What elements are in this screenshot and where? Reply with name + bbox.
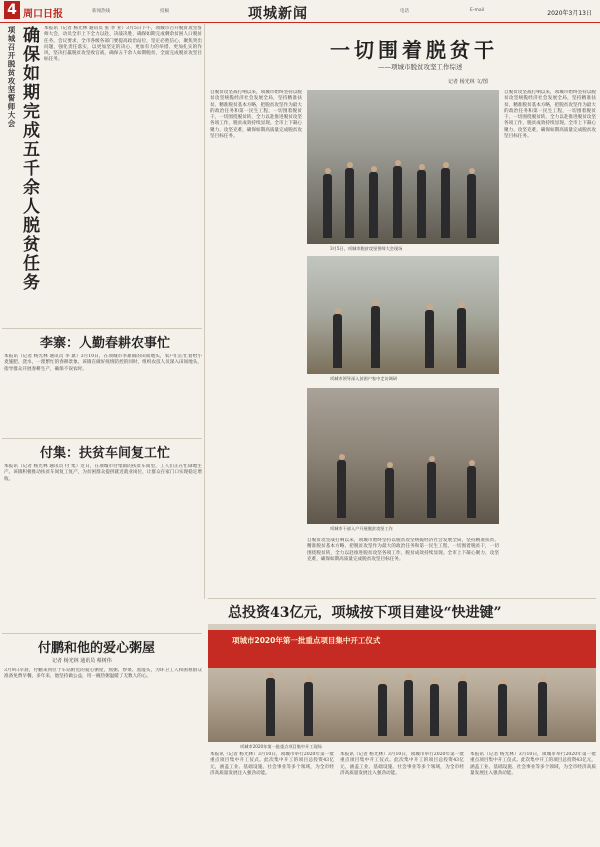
feature-photo-visit	[307, 256, 499, 374]
feature-body-bottom: 自脱贫攻坚战打响以来，项城市始终坚持以脱贫攻坚统揽经济社会发展全局，坚持精准扶贫、精准脱贫基本方略，把脱贫攻坚作为最大的政治任务和第一民生工程，一切围着脱贫干，一切围绕脱贫转，全力以赴推进脱贫攻坚各项工作，脱贫成效持续显现。全市上下凝心聚力、攻坚克难，确保如期高质量完成脱贫攻坚目标任务。	[307, 538, 499, 562]
rule	[2, 633, 202, 634]
newspaper-brand: 周口日报	[23, 9, 63, 20]
event-banner-text: 项城市2020年第一批重点项目集中开工仪式	[232, 636, 381, 645]
feature-photo-household	[307, 388, 499, 524]
feature-photo-caption-1: 3月5日，项城市脱贫攻坚誓师大会现场	[330, 246, 403, 251]
feature-body-col1: 自脱贫攻坚战打响以来，项城市始终坚持以脱贫攻坚统揽经济社会发展全局，坚持精准扶贫、精准脱贫基本方略，把脱贫攻坚作为最大的政治任务和第一民生工程，一切围着脱贫干，一切围绕脱贫转，全力以赴推进脱贫攻坚各项工作，脱贫成效持续显现。全市上下凝心聚力、攻坚克难，确保如期高质量完成脱贫攻坚目标任务。	[210, 90, 302, 140]
feature-byline: 记者 杨光林 文/图	[448, 79, 488, 85]
masthead-hotline: 新闻热线	[92, 9, 110, 14]
article5-body-col2: 本报讯（记者 杨光林）3月10日，项城市举行2020年第一批重点项目集中开工仪式。此次集中开工的项目总投资43亿元，涵盖工业、基础设施、社会事业等多个领域，为全市经济高质量发展注入强劲动能。	[340, 752, 464, 776]
masthead-phone: 电话	[400, 9, 409, 14]
column-divider	[204, 24, 205, 599]
feature-headline: 一切围着脱贫干	[330, 38, 498, 62]
article4-body: 3月9日早晨，付鹏来到位于车站附近的爱心粥屋，熬粥、炒菜、蒸馒头，为环卫工人和困难群众准备免费早餐。多年来，他坚持做公益，用一碗热粥温暖了无数人的心。	[4, 668, 202, 680]
rule	[2, 328, 202, 329]
masthead-submit: 投稿	[160, 9, 169, 14]
article5-headline: 总投资43亿元，项城按下项目建设“快进键”	[228, 605, 502, 621]
masthead	[0, 0, 600, 23]
lead-body: 本报讯（记者 杨光林 通讯员 张 孝 亚）3月5日下午，项城市召开脱贫攻坚誓师大会，动员全市上下全力以赴、决战决胜，确保如期完成剩余贫困人口脱贫任务。会议要求，全市各级各部门要提高政治站位，坚定必胜信心，聚焦突出问题，强化责任落实，以更加坚定的决心、更加有力的举措、更加扎实的作风，坚决打赢脱贫攻坚收官战，确保五千余人如期脱贫，全面完成脱贫攻坚目标任务。	[44, 26, 202, 63]
event-banner	[208, 630, 596, 668]
rule	[208, 598, 596, 599]
feature-subtitle: ——项城市脱贫攻坚工作综述	[378, 63, 463, 71]
article3-body: 本报讯（记者 杨光林 通讯员 付 集）近日，在项城市付集镇的扶贫车间里，工人们正在忙碌地生产。该镇积极推动扶贫车间复工复产，为贫困群众提供就近就业岗位，让群众在家门口实现稳定增收。	[4, 464, 202, 482]
feature-photo-caption-3: 项城市干部入户开展脱贫攻坚工作	[330, 526, 393, 531]
feature-photo-meeting	[307, 90, 499, 244]
section-title: 项城新闻	[248, 6, 308, 22]
lead-kicker: 项城召开脱贫攻坚誓师大会	[7, 26, 16, 128]
page-number: 4	[4, 1, 20, 19]
feature-body-col3: 自脱贫攻坚战打响以来，项城市始终坚持以脱贫攻坚统揽经济社会发展全局，坚持精准扶贫、精准脱贫基本方略，把脱贫攻坚作为最大的政治任务和第一民生工程，一切围着脱贫干，一切围绕脱贫转，全力以赴推进脱贫攻坚各项工作，脱贫成效持续显现。全市上下凝心聚力、攻坚克难，确保如期高质量完成脱贫攻坚目标任务。	[504, 90, 596, 140]
masthead-email: E-mail	[470, 8, 485, 13]
article4-byline: 记者 杨光林 通讯员 蔡树伟	[52, 658, 112, 664]
issue-date: 2020年3月13日	[547, 10, 592, 17]
article2-body: 本报讯（记者 杨光林 通讯员 李 寨）3月10日，在项城市李寨镇的田间地头，农户们正忙着给小麦施肥、浇水，一派繁忙的春耕景象。该镇在做好疫情防控的同时，组织农技人员深入田间地头，指导群众开展春耕生产，确保不误农时。	[4, 354, 202, 372]
article5-body-col3: 本报讯（记者 杨光林）3月10日，项城市举行2020年第一批重点项目集中开工仪式。此次集中开工的项目总投资43亿元，涵盖工业、基础设施、社会事业等多个领域，为全市经济高质量发展注入强劲动能。	[470, 752, 596, 776]
article5-body-col1: 本报讯（记者 杨光林）3月10日，项城市举行2020年第一批重点项目集中开工仪式。此次集中开工的项目总投资43亿元，涵盖工业、基础设施、社会事业等多个领域，为全市经济高质量发展注入强劲动能。	[210, 752, 334, 776]
article5-photo	[208, 624, 596, 742]
article3-headline: 付集：扶贫车间复工忙	[40, 446, 171, 461]
lead-headline: 确保如期完成五千余人脱贫任务	[19, 26, 39, 292]
article4-headline: 付鹏和他的爱心粥屋	[38, 641, 156, 656]
rule	[2, 438, 202, 439]
article5-photo-caption: 项城市2020年第一批重点项目集中开工现场	[240, 744, 322, 749]
article2-headline: 李寨：人勤春耕农事忙	[40, 336, 171, 351]
feature-photo-caption-2: 项城市领导深入贫困户家中走访调研	[330, 376, 398, 381]
